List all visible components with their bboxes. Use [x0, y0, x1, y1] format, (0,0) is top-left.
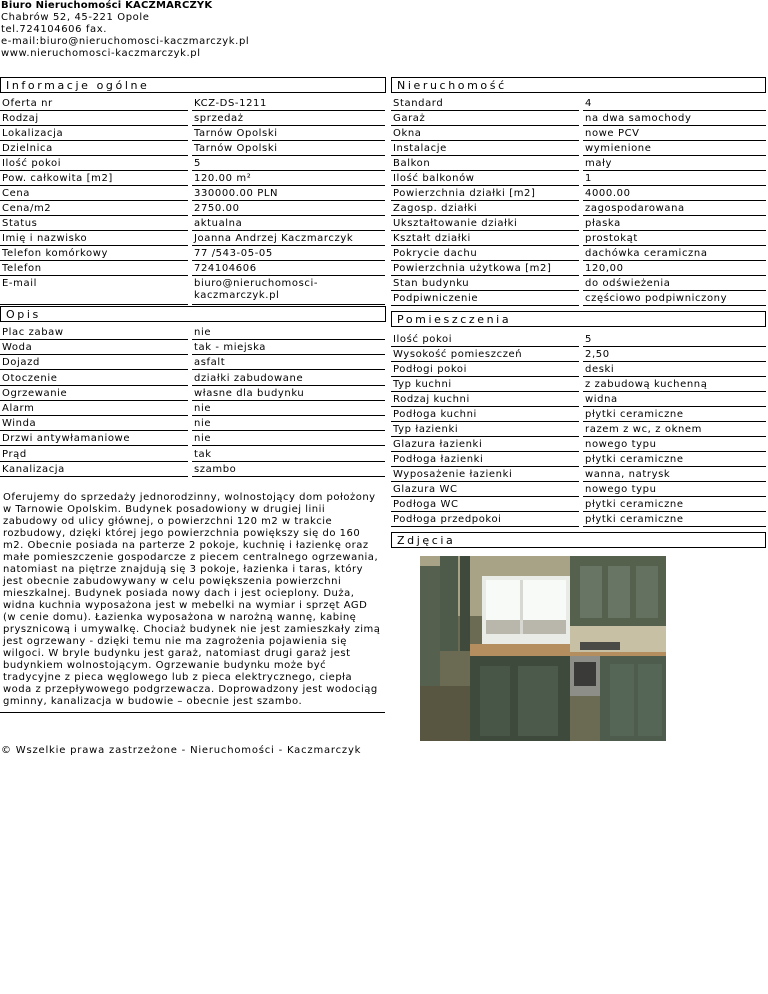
table-row	[391, 468, 766, 482]
row-label: Podłoga WC	[391, 498, 579, 512]
table-row	[0, 326, 385, 340]
section-rooms-title: Pomieszczenia	[391, 311, 766, 327]
row-label: Ilość pokoi	[0, 157, 188, 171]
row-value: płaska	[583, 217, 766, 231]
row-value: 2750.00	[192, 202, 385, 216]
row-label: Glazura WC	[391, 483, 579, 497]
table-row	[0, 277, 385, 305]
row-label: Imię i nazwisko	[0, 232, 188, 246]
row-value: 1	[583, 172, 766, 186]
table-row	[391, 142, 766, 156]
section-photos-title: Zdjęcia	[391, 532, 766, 548]
row-value: 5	[583, 333, 766, 347]
table-row	[0, 232, 385, 246]
row-value: tak - miejska	[192, 341, 385, 355]
row-value: KCZ-DS-1211	[192, 97, 385, 111]
row-label: Drzwi antywłamaniowe	[0, 432, 188, 446]
row-value: 330000.00 PLN	[192, 187, 385, 201]
table-row	[0, 247, 385, 261]
row-value: 724104606	[192, 262, 385, 276]
row-value: 2,50	[583, 348, 766, 362]
table-row	[391, 408, 766, 422]
row-label: Podłoga kuchni	[391, 408, 579, 422]
table-row	[391, 292, 766, 306]
row-value: nowego typu	[583, 483, 766, 497]
row-label: Garaż	[391, 112, 579, 126]
row-label: Ilość balkonów	[391, 172, 579, 186]
row-label: Podłoga łazienki	[391, 453, 579, 467]
row-value: nie	[192, 417, 385, 431]
section-general-title: Informacje ogólne	[0, 77, 386, 93]
row-value: na dwa samochody	[583, 112, 766, 126]
row-value: Tarnów Opolski	[192, 142, 385, 156]
row-value: zagospodarowana	[583, 202, 766, 216]
table-row	[391, 187, 766, 201]
row-value: biuro@nieruchomosci-kaczmarczyk.pl	[192, 277, 385, 305]
row-label: Ilość pokoi	[391, 333, 579, 347]
table-row	[0, 262, 385, 276]
row-label: Podłogi pokoi	[391, 363, 579, 377]
row-value: widna	[583, 393, 766, 407]
row-label: Woda	[0, 341, 188, 355]
table-row	[391, 262, 766, 276]
copyright-footer: © Wszelkie prawa zastrzeżone - Nieruchomości - Kaczmarczyk	[1, 745, 362, 756]
agency-address: Chabrów 52, 45-221 Opole	[1, 12, 150, 23]
row-label: Cena/m2	[0, 202, 188, 216]
row-label: Oferta nr	[0, 97, 188, 111]
row-label: Podpiwniczenie	[391, 292, 579, 306]
row-label: Otoczenie	[0, 372, 188, 386]
row-value: nie	[192, 326, 385, 340]
table-row	[391, 97, 766, 111]
table-row	[391, 453, 766, 467]
row-value: częściowo podpiwniczony	[583, 292, 766, 306]
row-label: Pokrycie dachu	[391, 247, 579, 261]
kitchen-photo[interactable]	[420, 556, 666, 741]
row-label: Wyposażenie łazienki	[391, 468, 579, 482]
table-row	[0, 356, 385, 370]
row-value: 5	[192, 157, 385, 171]
row-value: nowego typu	[583, 438, 766, 452]
table-row	[391, 483, 766, 497]
table-row	[391, 247, 766, 261]
row-label: Alarm	[0, 402, 188, 416]
table-row	[0, 341, 385, 355]
row-label: Balkon	[391, 157, 579, 171]
table-row	[0, 417, 385, 431]
table-row	[391, 127, 766, 141]
table-row	[0, 127, 385, 141]
row-label: Wysokość pomieszczeń	[391, 348, 579, 362]
row-value: deski	[583, 363, 766, 377]
row-value: 4	[583, 97, 766, 111]
row-value: sprzedaż	[192, 112, 385, 126]
row-value: razem z wc, z oknem	[583, 423, 766, 437]
table-row	[391, 157, 766, 171]
table-row	[391, 202, 766, 216]
row-value: prostokąt	[583, 232, 766, 246]
row-value: tak	[192, 448, 385, 462]
table-row	[0, 187, 385, 201]
row-label: Standard	[391, 97, 579, 111]
row-label: Telefon	[0, 262, 188, 276]
row-value: własne dla budynku	[192, 387, 385, 401]
row-label: Cena	[0, 187, 188, 201]
table-row	[0, 112, 385, 126]
agency-website: www.nieruchomosci-kaczmarczyk.pl	[1, 48, 201, 59]
row-label: Okna	[391, 127, 579, 141]
table-row	[0, 448, 385, 462]
row-value: z zabudową kuchenną	[583, 378, 766, 392]
table-row	[0, 202, 385, 216]
section-description-title: Opis	[0, 306, 386, 322]
row-label: Lokalizacja	[0, 127, 188, 141]
agency-phone: tel.724104606 fax.	[1, 24, 108, 35]
table-row	[0, 217, 385, 231]
table-row	[0, 142, 385, 156]
row-value: płytki ceramiczne	[583, 453, 766, 467]
row-label: Stan budynku	[391, 277, 579, 291]
row-value: Tarnów Opolski	[192, 127, 385, 141]
table-row	[391, 438, 766, 452]
table-row	[391, 232, 766, 246]
row-value: 77 /543-05-05	[192, 247, 385, 261]
row-label: Kanalizacja	[0, 463, 188, 477]
table-row	[391, 217, 766, 231]
row-value: asfalt	[192, 356, 385, 370]
row-value: wymienione	[583, 142, 766, 156]
row-value: płytki ceramiczne	[583, 408, 766, 422]
table-row	[391, 363, 766, 377]
row-value: wanna, natrysk	[583, 468, 766, 482]
table-row	[391, 348, 766, 362]
agency-email: e-mail:biuro@nieruchomosci-kaczmarczyk.pl	[1, 36, 250, 47]
row-value: działki zabudowane	[192, 372, 385, 386]
row-value: nowe PCV	[583, 127, 766, 141]
table-row	[0, 402, 385, 416]
row-value: 120,00	[583, 262, 766, 276]
row-label: Typ łazienki	[391, 423, 579, 437]
row-label: Kształt działki	[391, 232, 579, 246]
table-row	[391, 378, 766, 392]
agency-name: Biuro Nieruchomości KACZMARCZYK	[1, 0, 213, 11]
row-value: płytki ceramiczne	[583, 513, 766, 527]
section-property-title: Nieruchomość	[391, 77, 766, 93]
row-label: Glazura łazienki	[391, 438, 579, 452]
table-row	[391, 423, 766, 437]
table-row	[391, 498, 766, 512]
table-row	[0, 97, 385, 111]
row-value: do odświeżenia	[583, 277, 766, 291]
row-value: płytki ceramiczne	[583, 498, 766, 512]
row-label: Plac zabaw	[0, 326, 188, 340]
row-label: Prąd	[0, 448, 188, 462]
row-label: Status	[0, 217, 188, 231]
table-row	[391, 112, 766, 126]
table-row	[391, 333, 766, 347]
row-label: Ukształtowanie działki	[391, 217, 579, 231]
row-label: Ogrzewanie	[0, 387, 188, 401]
row-value: dachówka ceramiczna	[583, 247, 766, 261]
row-value: aktualna	[192, 217, 385, 231]
table-row	[391, 513, 766, 527]
table-row	[0, 432, 385, 446]
table-row	[391, 393, 766, 407]
row-label: Rodzaj	[0, 112, 188, 126]
table-row	[0, 463, 385, 477]
offer-description: Oferujemy do sprzedaży jednorodzinny, wolnostojący dom położony w Tarnowie Opolskim. Budynek posadowiony w drugiej linii zabudowy od ulicy głównej, o powierzchni 120 m2 w trakcie rozbudowy, dzięki której jego powierzchnia powiększy się do 160 m2. Obecnie posiada na parterze 2 pokoje, kuchnię i łazienkę oraz małe pomieszczenie gospodarcze z piecem centralnego ogrzewania, natomiast na piętrze znajdują się 3 pokoje, łazienka i taras, który jest obecnie zabudowywany w celu powiększenia powierzchni mieszkalnej. Budynek posiada nowy dach i jest ocieplony. Duża, widna kuchnia wyposażona jest w mebelki na wymiar i sprzęt AGD (w cenie domu). Łazienka wyposażona w narożną wannę, kabinę prysznicową i umywalkę. Chociaż budynek nie jest zamieszkały zimą jest ogrzewany - dzięki temu nie ma zagrożenia pojawienia się wilgoci. W bryle budynku jest garaż, natomiast drugi garaż jest budynkiem wolnostojącym. Ogrzewanie budynku może być tradycyjne z pieca węglowego lub z pieca elektrycznego, ciepła woda z przepływowego podgrzewacza. Doprowadzony jest wodociąg gminny, kanalizacja w budowie – obecnie jest szambo.	[0, 490, 385, 713]
row-label: Powierzchnia użytkowa [m2]	[391, 262, 579, 276]
table-row	[0, 172, 385, 186]
row-value: nie	[192, 432, 385, 446]
row-value: 120.00 m²	[192, 172, 385, 186]
table-row	[0, 387, 385, 401]
table-row	[0, 372, 385, 386]
row-label: Dojazd	[0, 356, 188, 370]
row-value: 4000.00	[583, 187, 766, 201]
row-label: Rodzaj kuchni	[391, 393, 579, 407]
table-row	[391, 172, 766, 186]
row-label: Telefon komórkowy	[0, 247, 188, 261]
row-label: Dzielnica	[0, 142, 188, 156]
row-value: Joanna Andrzej Kaczmarczyk	[192, 232, 385, 246]
row-label: Pow. całkowita [m2]	[0, 172, 188, 186]
table-row	[0, 157, 385, 171]
row-label: E-mail	[0, 277, 188, 305]
row-label: Instalacje	[391, 142, 579, 156]
row-value: nie	[192, 402, 385, 416]
row-label: Powierzchnia działki [m2]	[391, 187, 579, 201]
row-label: Winda	[0, 417, 188, 431]
table-row	[391, 277, 766, 291]
row-label: Zagosp. działki	[391, 202, 579, 216]
row-value: szambo	[192, 463, 385, 477]
row-label: Podłoga przedpokoi	[391, 513, 579, 527]
agency-header	[1, 0, 249, 60]
row-value: mały	[583, 157, 766, 171]
row-label: Typ kuchni	[391, 378, 579, 392]
